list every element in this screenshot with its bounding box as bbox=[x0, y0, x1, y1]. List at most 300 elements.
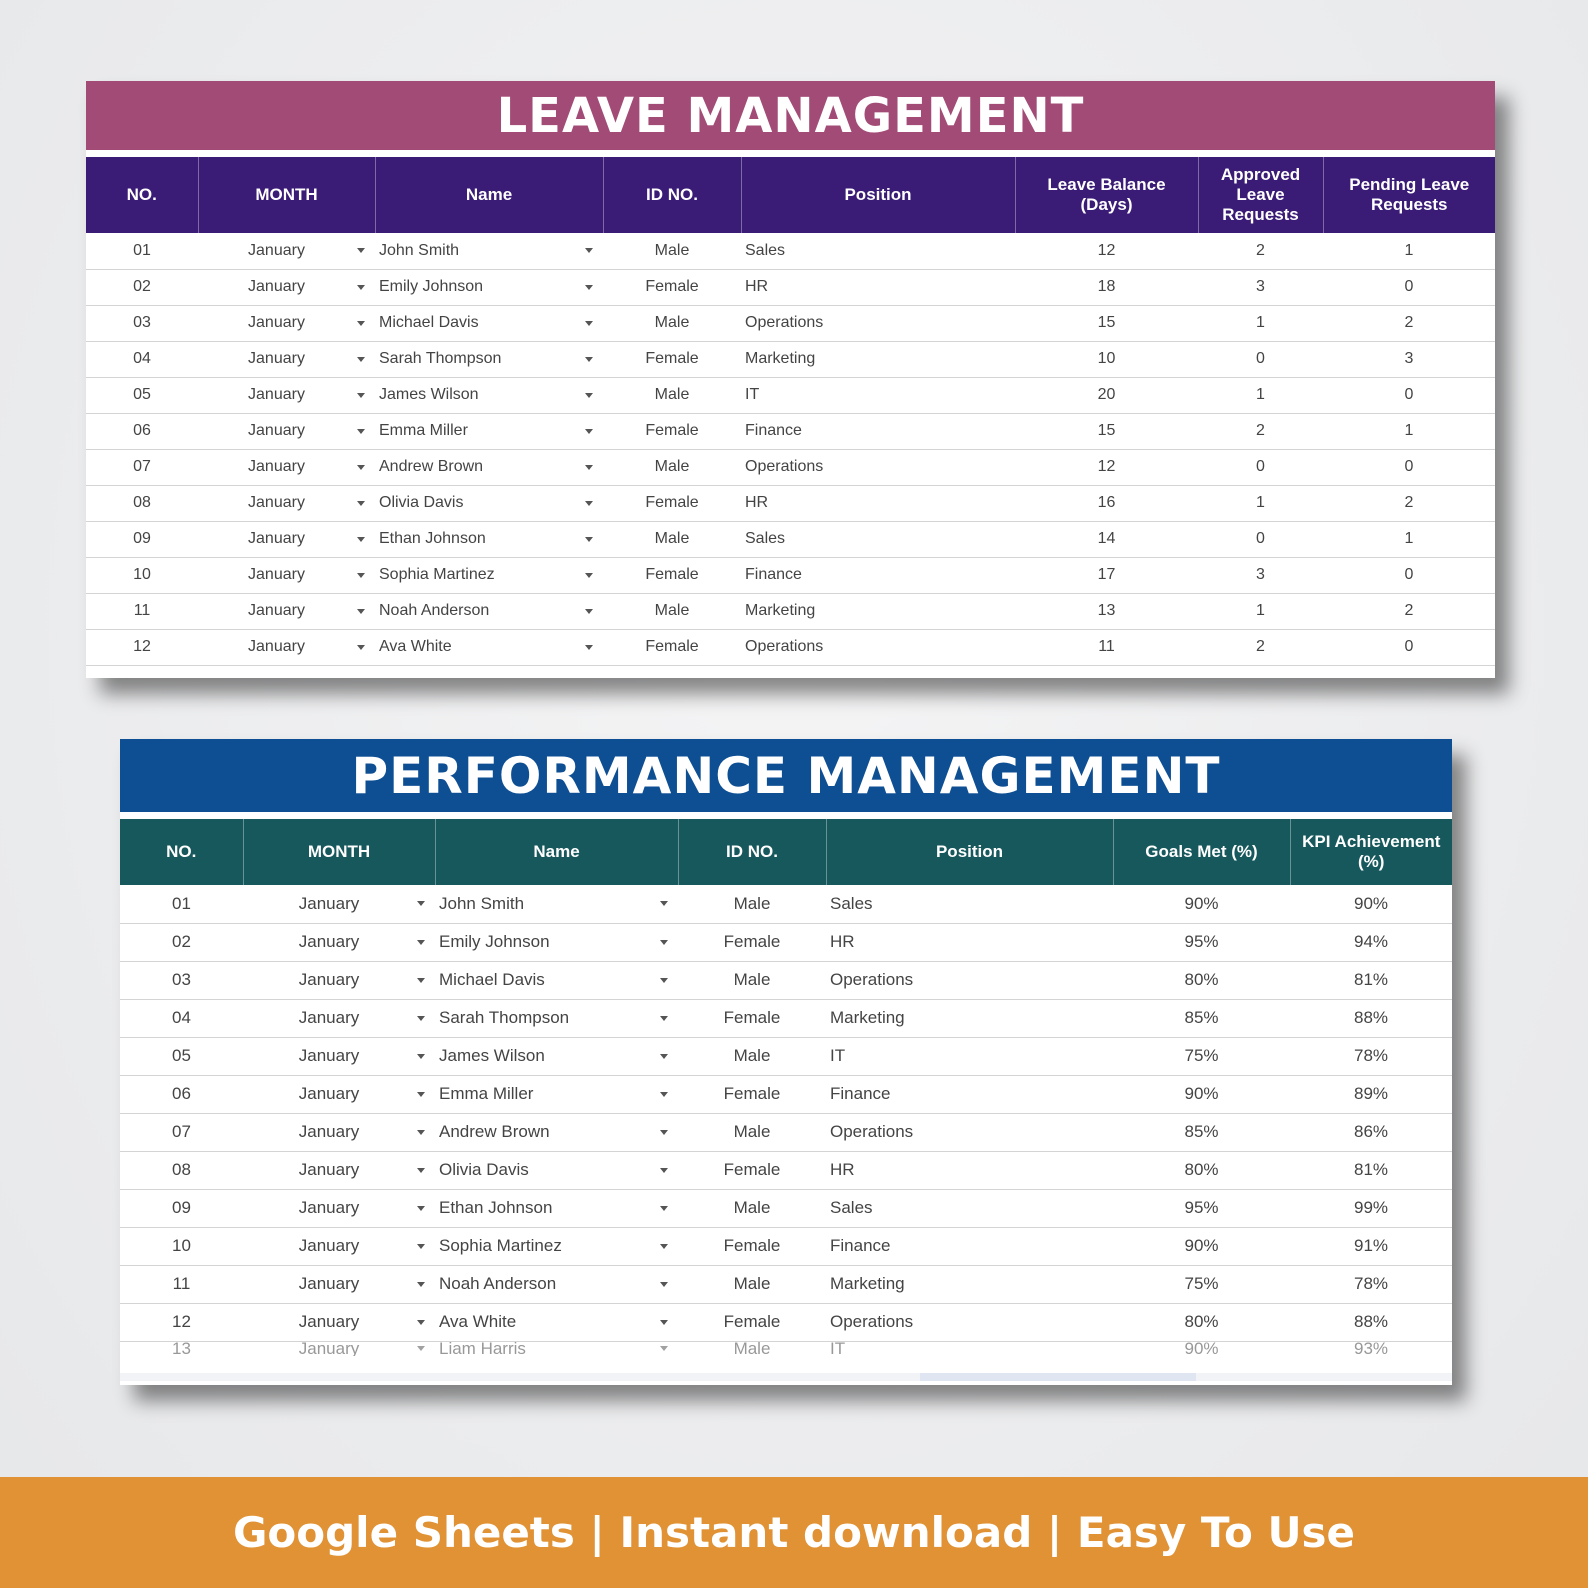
id-cell[interactable]: Female bbox=[723, 932, 781, 951]
horizontal-scrollbar[interactable] bbox=[120, 1373, 1452, 1381]
cell-value: January bbox=[298, 893, 360, 913]
header-goals-met[interactable]: Goals Met (%) bbox=[1113, 819, 1290, 885]
no-cell[interactable]: 06 bbox=[133, 422, 151, 439]
approved-cell[interactable]: 2 bbox=[1256, 241, 1265, 259]
balance-cell[interactable]: 16 bbox=[1097, 494, 1116, 511]
table-row bbox=[120, 923, 1452, 961]
no-cell[interactable]: 10 bbox=[133, 566, 151, 583]
id-cell[interactable]: Female bbox=[723, 1084, 781, 1103]
approved-cell[interactable]: 0 bbox=[1256, 350, 1265, 367]
dropdown-arrow-icon[interactable] bbox=[660, 1244, 668, 1249]
cell-value: January bbox=[248, 458, 305, 475]
dropdown-arrow-icon[interactable] bbox=[585, 321, 593, 326]
id-cell[interactable]: Female bbox=[645, 278, 699, 295]
dropdown-arrow-icon[interactable] bbox=[585, 357, 593, 362]
kpi-cell[interactable]: 78% bbox=[1353, 1046, 1389, 1065]
position-cell[interactable]: Marketing bbox=[830, 1008, 905, 1027]
cell-value: Sarah Thompson bbox=[379, 350, 502, 367]
balance-cell[interactable]: 18 bbox=[1097, 278, 1116, 295]
pending-cell[interactable]: 1 bbox=[1404, 241, 1414, 259]
name-cell[interactable] bbox=[435, 1113, 678, 1151]
no-cell[interactable]: 09 bbox=[133, 530, 151, 547]
dropdown-arrow-icon[interactable] bbox=[357, 537, 365, 542]
dropdown-arrow-icon[interactable] bbox=[417, 1320, 425, 1325]
header-name[interactable]: Name bbox=[375, 157, 603, 233]
name-cell[interactable] bbox=[375, 233, 603, 269]
dropdown-arrow-icon[interactable] bbox=[417, 1282, 425, 1287]
cell-value: January bbox=[298, 1008, 360, 1027]
dropdown-arrow-icon[interactable] bbox=[357, 321, 365, 326]
id-cell[interactable]: Male bbox=[654, 458, 690, 475]
kpi-cell[interactable]: 78% bbox=[1353, 1274, 1389, 1293]
cell-value: Ethan Johnson bbox=[379, 530, 486, 547]
no-cell[interactable]: 04 bbox=[133, 350, 151, 367]
no-cell[interactable]: 07 bbox=[172, 1122, 191, 1141]
cell-value: January bbox=[248, 386, 305, 403]
dropdown-arrow-icon[interactable] bbox=[585, 645, 593, 650]
kpi-cell[interactable]: 94% bbox=[1353, 932, 1389, 951]
dropdown-arrow-icon[interactable] bbox=[357, 573, 365, 578]
month-cell[interactable] bbox=[243, 1227, 435, 1265]
position-cell[interactable]: Operations bbox=[745, 458, 824, 475]
pending-cell[interactable]: 2 bbox=[1404, 602, 1414, 619]
approved-cell[interactable]: 1 bbox=[1256, 494, 1265, 511]
dropdown-arrow-icon[interactable] bbox=[585, 501, 593, 506]
name-cell[interactable] bbox=[375, 269, 603, 305]
name-cell[interactable] bbox=[375, 341, 603, 377]
pending-cell[interactable]: 0 bbox=[1404, 638, 1414, 655]
dropdown-arrow-icon[interactable] bbox=[585, 609, 593, 614]
header-position[interactable]: Position bbox=[826, 819, 1113, 885]
goals-cell[interactable]: 75% bbox=[1184, 1046, 1219, 1065]
cell-value: January bbox=[248, 494, 305, 511]
name-cell[interactable] bbox=[435, 923, 678, 961]
goals-cell[interactable]: 80% bbox=[1184, 970, 1219, 989]
approved-cell[interactable]: 2 bbox=[1256, 422, 1265, 439]
goals-cell[interactable]: 90% bbox=[1184, 1236, 1219, 1255]
month-cell[interactable] bbox=[198, 593, 375, 629]
no-cell[interactable]: 02 bbox=[172, 932, 191, 951]
name-cell[interactable] bbox=[435, 1265, 678, 1303]
dropdown-arrow-icon[interactable] bbox=[660, 1346, 668, 1351]
cell-value: Michael Davis bbox=[379, 314, 479, 331]
no-cell[interactable]: 08 bbox=[133, 494, 151, 511]
table-row bbox=[86, 305, 1495, 341]
kpi-cell[interactable]: 89% bbox=[1353, 1084, 1389, 1103]
cell-value: January bbox=[248, 314, 305, 331]
goals-cell[interactable]: 80% bbox=[1184, 1160, 1219, 1179]
name-cell[interactable] bbox=[375, 413, 603, 449]
pending-cell[interactable]: 2 bbox=[1404, 494, 1414, 511]
position-cell[interactable]: IT bbox=[745, 386, 760, 403]
dropdown-arrow-icon[interactable] bbox=[417, 1168, 425, 1173]
cell-value: Noah Anderson bbox=[379, 602, 490, 619]
id-cell[interactable]: Male bbox=[654, 530, 690, 547]
balance-cell[interactable]: 12 bbox=[1097, 458, 1116, 475]
dropdown-arrow-icon[interactable] bbox=[660, 1320, 668, 1325]
name-cell[interactable] bbox=[375, 485, 603, 521]
dropdown-arrow-icon[interactable] bbox=[417, 1092, 425, 1097]
month-cell[interactable] bbox=[198, 413, 375, 449]
month-cell[interactable] bbox=[243, 885, 435, 923]
dropdown-arrow-icon[interactable] bbox=[417, 1244, 425, 1249]
month-cell[interactable] bbox=[198, 269, 375, 305]
dropdown-arrow-icon[interactable] bbox=[417, 1130, 425, 1135]
dropdown-arrow-icon[interactable] bbox=[585, 429, 593, 434]
table-row bbox=[86, 521, 1495, 557]
dropdown-arrow-icon[interactable] bbox=[660, 1206, 668, 1211]
position-cell[interactable]: Sales bbox=[745, 530, 786, 547]
month-cell[interactable] bbox=[243, 1037, 435, 1075]
name-cell[interactable] bbox=[435, 1189, 678, 1227]
month-cell[interactable] bbox=[243, 961, 435, 999]
dropdown-arrow-icon[interactable] bbox=[660, 978, 668, 983]
cell-value: January bbox=[248, 241, 305, 259]
dropdown-arrow-icon[interactable] bbox=[660, 940, 668, 945]
balance-cell[interactable]: 11 bbox=[1098, 638, 1115, 655]
no-cell[interactable]: 04 bbox=[172, 1008, 191, 1027]
goals-cell[interactable]: 95% bbox=[1184, 932, 1219, 951]
position-cell[interactable]: HR bbox=[745, 494, 769, 511]
position-cell[interactable]: HR bbox=[745, 278, 769, 295]
kpi-cell[interactable]: 91% bbox=[1353, 1236, 1389, 1255]
position-cell[interactable]: Sales bbox=[830, 1198, 873, 1217]
goals-cell[interactable]: 90% bbox=[1184, 1084, 1219, 1103]
position-cell[interactable]: Marketing bbox=[830, 1274, 905, 1293]
position-cell[interactable]: Operations bbox=[830, 1312, 914, 1331]
dropdown-arrow-icon[interactable] bbox=[660, 1282, 668, 1287]
dropdown-arrow-icon[interactable] bbox=[585, 537, 593, 542]
goals-cell[interactable]: 75% bbox=[1184, 1274, 1219, 1293]
cell-value: January bbox=[298, 1341, 360, 1356]
month-cell[interactable] bbox=[198, 341, 375, 377]
position-cell[interactable]: Finance bbox=[830, 1236, 891, 1255]
month-cell[interactable] bbox=[243, 923, 435, 961]
cell-value: Liam Harris bbox=[439, 1341, 526, 1356]
goals-cell[interactable]: 90% bbox=[1184, 1341, 1219, 1356]
goals-cell[interactable]: 85% bbox=[1184, 1008, 1219, 1027]
kpi-cell[interactable]: 90% bbox=[1353, 893, 1389, 913]
name-cell[interactable] bbox=[435, 1227, 678, 1265]
name-cell[interactable] bbox=[435, 999, 678, 1037]
cell-value: Sarah Thompson bbox=[439, 1008, 570, 1027]
header-no[interactable]: NO. bbox=[86, 157, 198, 233]
position-cell[interactable]: Finance bbox=[830, 1084, 891, 1103]
approved-cell[interactable]: 2 bbox=[1256, 638, 1265, 655]
header-month[interactable]: MONTH bbox=[243, 819, 435, 885]
name-cell[interactable] bbox=[375, 449, 603, 485]
month-cell[interactable] bbox=[198, 233, 375, 269]
name-cell[interactable] bbox=[435, 1075, 678, 1113]
id-cell[interactable]: Male bbox=[733, 1341, 771, 1356]
scrollbar-thumb[interactable] bbox=[920, 1373, 1196, 1381]
month-cell[interactable] bbox=[243, 1189, 435, 1227]
cell-value: January bbox=[248, 530, 305, 547]
dropdown-arrow-icon[interactable] bbox=[660, 1054, 668, 1059]
dropdown-arrow-icon[interactable] bbox=[585, 248, 593, 253]
month-cell[interactable] bbox=[243, 999, 435, 1037]
approved-cell[interactable]: 1 bbox=[1256, 602, 1265, 619]
cell-value: January bbox=[298, 1046, 360, 1065]
cell-value: January bbox=[298, 1312, 360, 1331]
month-cell[interactable] bbox=[243, 1151, 435, 1189]
month-cell[interactable] bbox=[243, 1113, 435, 1151]
header-position[interactable]: Position bbox=[741, 157, 1015, 233]
id-cell[interactable]: Female bbox=[723, 1160, 781, 1179]
position-cell[interactable]: HR bbox=[830, 1160, 855, 1179]
pending-cell[interactable]: 3 bbox=[1404, 350, 1414, 367]
pending-cell[interactable]: 0 bbox=[1404, 386, 1414, 403]
dropdown-arrow-icon[interactable] bbox=[357, 357, 365, 362]
cell-value: Ava White bbox=[439, 1312, 517, 1331]
no-cell[interactable]: 08 bbox=[172, 1160, 191, 1179]
month-cell[interactable] bbox=[243, 1075, 435, 1113]
id-cell[interactable]: Female bbox=[645, 566, 699, 583]
pending-cell[interactable]: 0 bbox=[1404, 566, 1414, 583]
header-id-no[interactable]: ID NO. bbox=[603, 157, 741, 233]
table-row bbox=[120, 1037, 1452, 1075]
no-cell[interactable]: 03 bbox=[133, 314, 151, 331]
month-cell[interactable] bbox=[198, 449, 375, 485]
name-cell[interactable] bbox=[435, 1037, 678, 1075]
cell-value: Olivia Davis bbox=[439, 1160, 529, 1179]
position-cell[interactable]: Sales bbox=[745, 241, 786, 259]
no-cell[interactable]: 13 bbox=[172, 1341, 191, 1356]
position-cell[interactable]: HR bbox=[830, 932, 855, 951]
position-cell[interactable]: Finance bbox=[745, 566, 802, 583]
dropdown-arrow-icon[interactable] bbox=[585, 393, 593, 398]
position-cell[interactable]: Finance bbox=[745, 422, 802, 439]
no-cell[interactable]: 01 bbox=[133, 241, 151, 259]
kpi-cell[interactable]: 88% bbox=[1353, 1312, 1389, 1331]
dropdown-arrow-icon[interactable] bbox=[417, 1346, 425, 1351]
no-cell[interactable]: 11 bbox=[172, 1274, 191, 1293]
no-cell[interactable]: 05 bbox=[172, 1046, 191, 1065]
header-name[interactable]: Name bbox=[435, 819, 678, 885]
dropdown-arrow-icon[interactable] bbox=[585, 465, 593, 470]
position-cell[interactable]: IT bbox=[830, 1341, 846, 1356]
no-cell[interactable]: 06 bbox=[172, 1084, 191, 1103]
cell-value: January bbox=[298, 932, 360, 951]
approved-cell[interactable]: 3 bbox=[1256, 566, 1265, 583]
id-cell[interactable]: Male bbox=[733, 970, 771, 989]
id-cell[interactable]: Male bbox=[733, 1046, 771, 1065]
dropdown-arrow-icon[interactable] bbox=[357, 645, 365, 650]
dropdown-arrow-icon[interactable] bbox=[417, 1206, 425, 1211]
approved-cell[interactable]: 0 bbox=[1256, 530, 1265, 547]
dropdown-arrow-icon[interactable] bbox=[660, 1130, 668, 1135]
name-cell[interactable] bbox=[375, 629, 603, 665]
approved-cell[interactable]: 1 bbox=[1256, 314, 1265, 331]
no-cell[interactable]: 07 bbox=[133, 458, 151, 475]
name-cell[interactable] bbox=[375, 593, 603, 629]
balance-cell[interactable]: 15 bbox=[1097, 422, 1116, 439]
dropdown-arrow-icon[interactable] bbox=[357, 285, 365, 290]
no-cell[interactable]: 12 bbox=[133, 638, 151, 655]
id-cell[interactable]: Female bbox=[723, 1008, 781, 1027]
kpi-cell[interactable]: 88% bbox=[1353, 1008, 1389, 1027]
cell-value: John Smith bbox=[439, 893, 525, 913]
goals-cell[interactable]: 95% bbox=[1184, 1198, 1219, 1217]
dropdown-arrow-icon[interactable] bbox=[585, 285, 593, 290]
position-cell[interactable]: Operations bbox=[745, 314, 824, 331]
position-cell[interactable]: Marketing bbox=[745, 350, 816, 367]
no-cell[interactable]: 11 bbox=[133, 602, 151, 619]
table-row bbox=[86, 449, 1495, 485]
pending-cell[interactable]: 0 bbox=[1404, 278, 1414, 295]
header-id-no[interactable]: ID NO. bbox=[678, 819, 826, 885]
name-cell[interactable] bbox=[435, 1303, 678, 1341]
month-cell[interactable] bbox=[243, 1303, 435, 1341]
cell-value: January bbox=[248, 602, 305, 619]
month-cell[interactable] bbox=[198, 557, 375, 593]
name-cell[interactable] bbox=[435, 1151, 678, 1189]
approved-cell[interactable]: 3 bbox=[1256, 278, 1265, 295]
goals-cell[interactable]: 90% bbox=[1184, 893, 1219, 913]
id-cell[interactable]: Male bbox=[654, 602, 690, 619]
no-cell[interactable]: 10 bbox=[172, 1236, 191, 1255]
table-row bbox=[120, 1303, 1452, 1341]
goals-cell[interactable]: 80% bbox=[1184, 1312, 1219, 1331]
dropdown-arrow-icon[interactable] bbox=[417, 1016, 425, 1021]
cell-value: January bbox=[248, 638, 305, 655]
cell-value: Ava White bbox=[379, 638, 452, 655]
id-cell[interactable]: Female bbox=[645, 638, 699, 655]
dropdown-arrow-icon[interactable] bbox=[357, 393, 365, 398]
cell-value: Noah Anderson bbox=[439, 1274, 557, 1293]
month-cell[interactable] bbox=[198, 305, 375, 341]
table-row bbox=[120, 1113, 1452, 1151]
dropdown-arrow-icon[interactable] bbox=[357, 501, 365, 506]
pending-cell[interactable]: 1 bbox=[1404, 530, 1414, 547]
no-cell[interactable]: 01 bbox=[172, 893, 191, 913]
approved-cell[interactable]: 1 bbox=[1256, 386, 1265, 403]
dropdown-arrow-icon[interactable] bbox=[357, 609, 365, 614]
dropdown-arrow-icon[interactable] bbox=[660, 901, 668, 906]
balance-cell[interactable]: 12 bbox=[1097, 241, 1116, 259]
header-leave-balance[interactable]: Leave Balance (Days) bbox=[1015, 157, 1198, 233]
id-cell[interactable]: Female bbox=[645, 422, 699, 439]
no-cell[interactable]: 05 bbox=[133, 386, 151, 403]
dropdown-arrow-icon[interactable] bbox=[417, 901, 425, 906]
cell-value: January bbox=[298, 1122, 360, 1141]
dropdown-arrow-icon[interactable] bbox=[417, 1054, 425, 1059]
dropdown-arrow-icon[interactable] bbox=[585, 573, 593, 578]
header-pending-leave[interactable]: Pending Leave Requests bbox=[1349, 175, 1470, 214]
month-cell[interactable] bbox=[243, 1341, 435, 1356]
cell-value: Michael Davis bbox=[439, 970, 545, 989]
dropdown-arrow-icon[interactable] bbox=[357, 429, 365, 434]
id-cell[interactable]: Male bbox=[733, 1274, 771, 1293]
month-cell[interactable] bbox=[198, 629, 375, 665]
id-cell[interactable]: Male bbox=[733, 893, 771, 913]
cell-value: Ethan Johnson bbox=[439, 1198, 553, 1217]
balance-cell[interactable]: 13 bbox=[1097, 602, 1116, 619]
table-row bbox=[86, 593, 1495, 629]
name-cell[interactable] bbox=[375, 377, 603, 413]
cell-value: January bbox=[248, 350, 305, 367]
dropdown-arrow-icon[interactable] bbox=[357, 248, 365, 253]
performance-management-sheet bbox=[120, 739, 1452, 1385]
position-cell[interactable]: Marketing bbox=[745, 602, 816, 619]
balance-cell[interactable]: 10 bbox=[1097, 350, 1116, 367]
no-cell[interactable]: 09 bbox=[172, 1198, 191, 1217]
dropdown-arrow-icon[interactable] bbox=[660, 1016, 668, 1021]
month-cell[interactable] bbox=[243, 1265, 435, 1303]
name-cell[interactable] bbox=[375, 521, 603, 557]
name-cell[interactable] bbox=[375, 305, 603, 341]
header-month[interactable]: MONTH bbox=[198, 157, 375, 233]
position-cell[interactable]: Operations bbox=[745, 638, 824, 655]
id-cell[interactable]: Female bbox=[645, 350, 699, 367]
dropdown-arrow-icon[interactable] bbox=[357, 465, 365, 470]
dropdown-arrow-icon[interactable] bbox=[417, 940, 425, 945]
performance-title: PERFORMANCE MANAGEMENT bbox=[120, 739, 1452, 812]
pending-cell[interactable]: 1 bbox=[1404, 422, 1414, 439]
position-cell[interactable]: Operations bbox=[830, 1122, 914, 1141]
header-no[interactable]: NO. bbox=[120, 819, 243, 885]
id-cell[interactable]: Female bbox=[723, 1312, 781, 1331]
id-cell[interactable]: Female bbox=[645, 494, 699, 511]
kpi-cell[interactable]: 93% bbox=[1353, 1341, 1389, 1356]
month-cell[interactable] bbox=[198, 377, 375, 413]
name-cell[interactable] bbox=[435, 885, 678, 923]
balance-cell[interactable]: 17 bbox=[1097, 566, 1116, 583]
id-cell[interactable]: Male bbox=[654, 386, 690, 403]
position-cell[interactable]: Operations bbox=[830, 970, 914, 989]
cell-value: Olivia Davis bbox=[379, 494, 464, 511]
id-cell[interactable]: Male bbox=[654, 314, 690, 331]
table-row bbox=[120, 1151, 1452, 1189]
position-cell[interactable]: IT bbox=[830, 1046, 846, 1065]
no-cell[interactable]: 12 bbox=[172, 1312, 191, 1331]
no-cell[interactable]: 02 bbox=[133, 278, 151, 295]
name-cell[interactable] bbox=[435, 961, 678, 999]
kpi-cell[interactable]: 86% bbox=[1353, 1122, 1389, 1141]
approved-cell[interactable]: 0 bbox=[1256, 458, 1265, 475]
leave-table bbox=[86, 157, 1495, 666]
performance-table bbox=[120, 819, 1452, 1356]
id-cell[interactable]: Male bbox=[654, 241, 690, 259]
kpi-cell[interactable]: 99% bbox=[1353, 1198, 1389, 1217]
month-cell[interactable] bbox=[198, 485, 375, 521]
balance-cell[interactable]: 14 bbox=[1097, 530, 1116, 547]
leave-header-row bbox=[86, 157, 1495, 233]
pending-cell[interactable]: 2 bbox=[1404, 314, 1414, 331]
dropdown-arrow-icon[interactable] bbox=[660, 1168, 668, 1173]
id-cell[interactable]: Male bbox=[733, 1122, 771, 1141]
dropdown-arrow-icon[interactable] bbox=[660, 1092, 668, 1097]
id-cell[interactable]: Female bbox=[723, 1236, 781, 1255]
pending-cell[interactable]: 0 bbox=[1404, 458, 1414, 475]
name-cell[interactable] bbox=[375, 557, 603, 593]
month-cell[interactable] bbox=[198, 521, 375, 557]
goals-cell[interactable]: 85% bbox=[1184, 1122, 1219, 1141]
balance-cell[interactable]: 20 bbox=[1097, 386, 1116, 403]
position-cell[interactable]: Sales bbox=[830, 893, 873, 913]
kpi-cell[interactable]: 81% bbox=[1353, 1160, 1389, 1179]
dropdown-arrow-icon[interactable] bbox=[417, 978, 425, 983]
table-row bbox=[86, 341, 1495, 377]
name-cell[interactable] bbox=[435, 1341, 678, 1356]
table-row bbox=[86, 377, 1495, 413]
balance-cell[interactable]: 15 bbox=[1097, 314, 1116, 331]
header-approved-leave[interactable]: Approved Leave Requests bbox=[1198, 157, 1323, 233]
header-kpi-achievement[interactable]: KPI Achievement (%) bbox=[1302, 832, 1441, 871]
kpi-cell[interactable]: 81% bbox=[1353, 970, 1389, 989]
no-cell[interactable]: 03 bbox=[172, 970, 191, 989]
id-cell[interactable]: Male bbox=[733, 1198, 771, 1217]
